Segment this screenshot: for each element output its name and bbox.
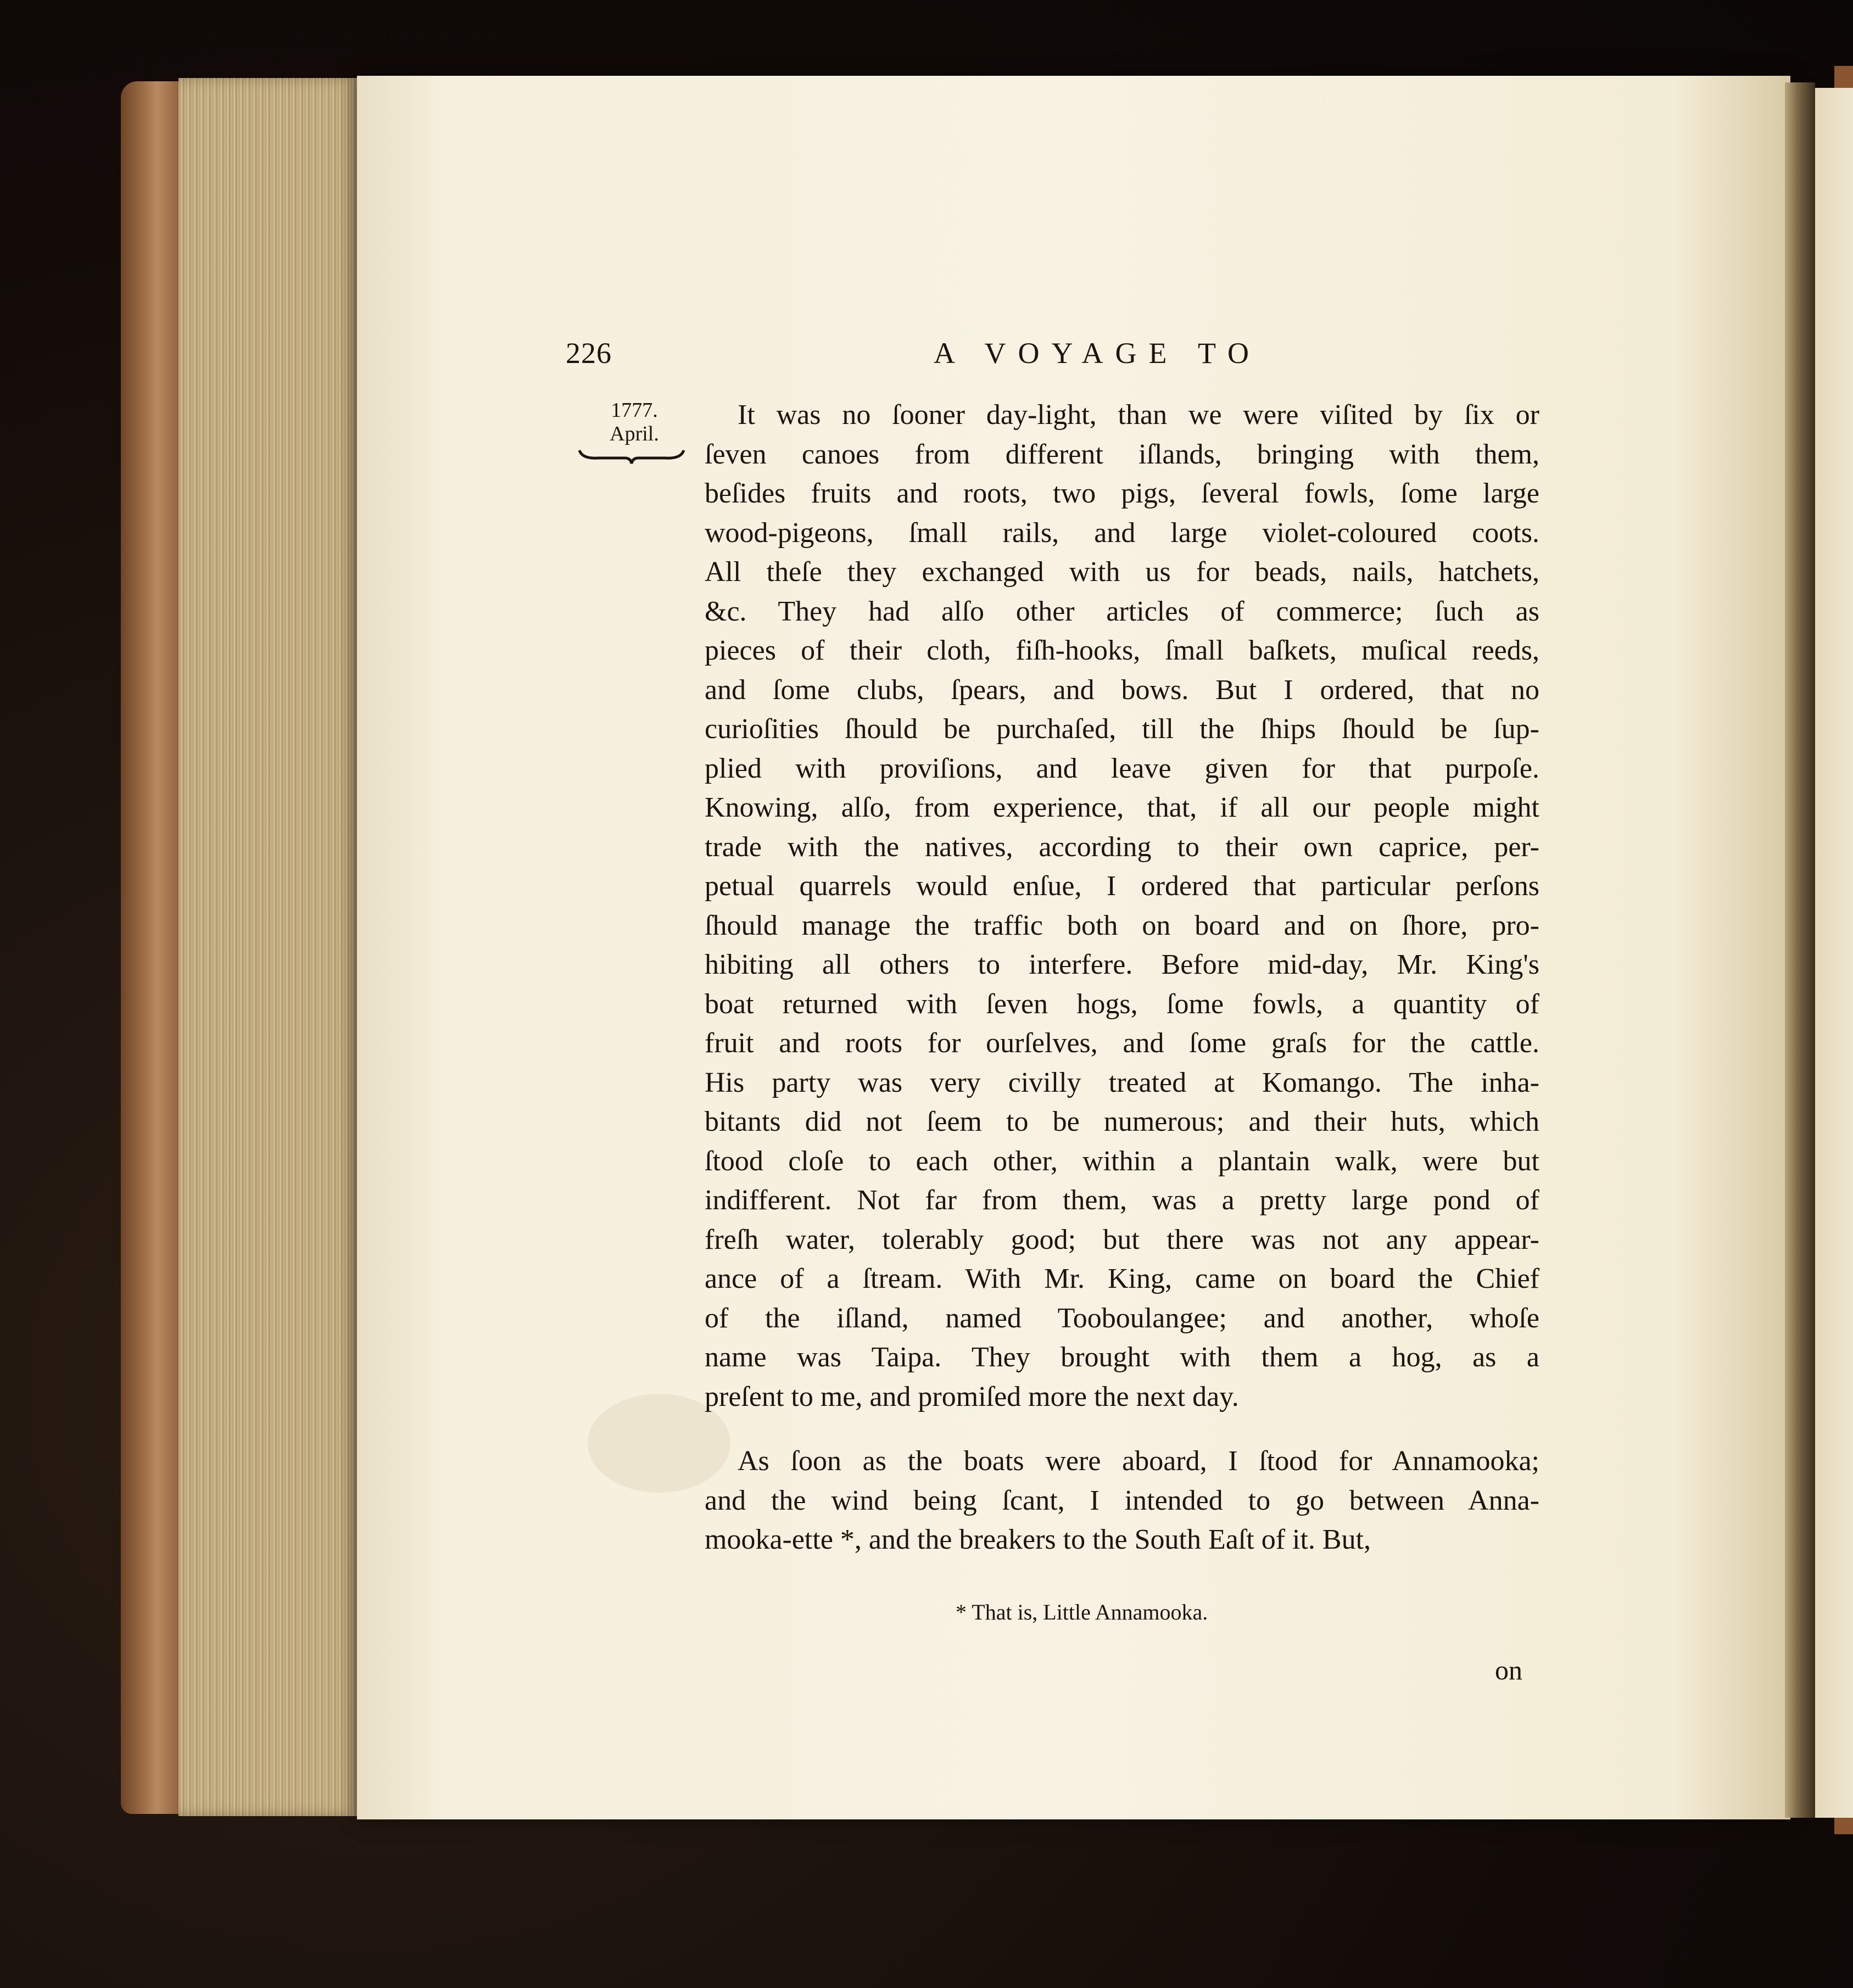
text-line: of the iſland, named Tooboulangee; and another, whoſe [705,1302,1539,1334]
text-line: plied with proviſions, and leave given for that purpoſe. [705,752,1539,784]
text-line: and the wind being ſcant, I intended to go between Anna- [705,1484,1539,1516]
running-title: A VOYAGE TO [934,337,1262,370]
text-line: All theſe they exchanged with us for beads, nails, hatchets, [705,556,1539,588]
text-line: beſides fruits and roots, two pigs, ſeveral fowls, ſome large [705,478,1539,509]
text-line: freſh water, tolerably good; but there was not any appear- [705,1224,1539,1255]
text-line: His party was very civilly treated at Komango. The inha- [705,1066,1539,1098]
text-line: and ſome clubs, ſpears, and bows. But I ordered, that no [705,674,1539,706]
text-line: name was Taipa. They brought with them a hog, as a [705,1342,1539,1373]
text-line: bitants did not ſeem to be numerous; and their huts, which [705,1106,1539,1137]
text-line: mooka-ette *, and the breakers to the South Eaſt of it. But, [705,1524,1371,1555]
book-gutter [1785,82,1815,1818]
text-line: ance of a ſtream. With Mr. King, came on board the Chief [705,1263,1539,1294]
text-line: fruit and roots for ourſelves, and ſome graſs for the cattle. [705,1027,1539,1059]
text-line: ſeven canoes from different iſlands, bringing with them, [705,438,1539,470]
text-line: indifferent. Not far from them, was a pretty large pond of [705,1185,1539,1216]
text-line: It was no ſooner day-light, than we were viſited by ſix or [738,399,1539,431]
footnote: * That is, Little Annamooka. [956,1600,1208,1624]
text-line: &c. They had alſo other articles of commerce; ſuch as [705,595,1539,627]
paragraph-2 [705,1442,1539,1560]
catchword: on [1495,1655,1522,1685]
margin-note-month: April. [610,422,659,445]
page-number: 226 [566,337,612,370]
text-line: Knowing, alſo, from experience, that, if all our people might [705,792,1539,823]
margin-note-year: 1777. [611,399,658,422]
margin-brace-icon [577,446,686,465]
paragraph-1 [705,395,1539,1416]
text-line: trade with the natives, according to their own caprice, per- [705,831,1539,863]
book-spine-cover [121,81,181,1814]
page-edges [178,78,360,1816]
facing-page [1812,88,1853,1818]
text-line: curioſities ſhould be purchaſed, till the ſhips ſhould be ſup- [705,713,1539,745]
body-text [705,395,1539,1560]
text-line: ſhould manage the traffic both on board and on ſhore, pro- [705,909,1539,941]
text-line: pieces of their cloth, fiſh-hooks, ſmall baſkets, muſical reeds, [705,635,1539,666]
text-line: wood-pigeons, ſmall rails, and large violet-coloured coots. [705,517,1539,549]
text-line: petual quarrels would enſue, I ordered that particular perſons [705,870,1539,902]
text-line: ſtood cloſe to each other, within a plantain walk, were but [705,1145,1539,1177]
text-line: hibiting all others to interfere. Before mid-day, Mr. King's [705,949,1539,980]
text-line: As ſoon as the boats were aboard, I ſtood for Annamooka; [738,1445,1539,1477]
text-line: boat returned with ſeven hogs, ſome fowls, a quantity of [705,988,1539,1020]
text-line: preſent to me, and promiſed more the next day. [705,1381,1239,1412]
